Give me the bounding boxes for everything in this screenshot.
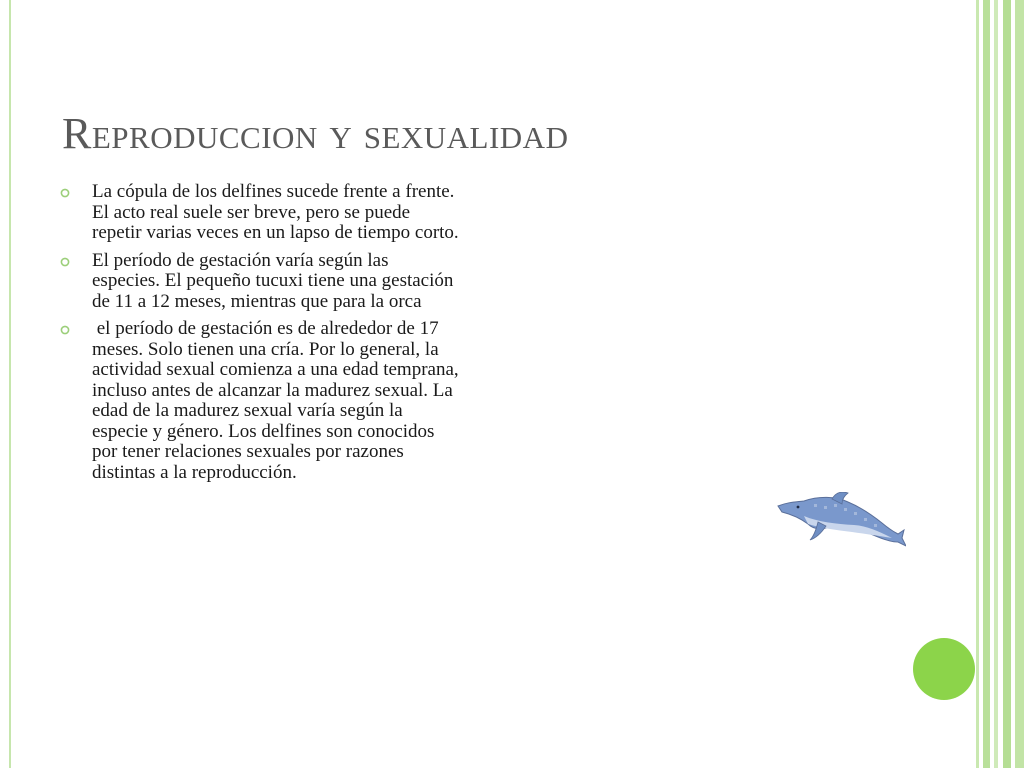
slide-title: Reproduccion y sexualidad bbox=[62, 109, 569, 158]
right-decorative-stripe bbox=[1015, 0, 1024, 768]
bullet-item bbox=[60, 251, 460, 313]
left-border-line bbox=[9, 0, 11, 768]
bullet-text: El período de gestación varía según las especies. El pequeño tucuxi tiene una gestación de 11 a 12 meses, mientras que para la orca bbox=[92, 249, 454, 312]
dolphin-clipart-icon bbox=[774, 492, 906, 554]
bullet-item bbox=[60, 182, 460, 244]
right-decorative-stripe bbox=[1003, 0, 1011, 768]
bullet-item bbox=[60, 318, 464, 483]
bullet-text: La cópula de los delfines sucede frente a frente. El acto real suele ser breve, pero se puede repetir varias veces en un lapso de tiempo corto. bbox=[92, 181, 459, 243]
right-decorative-stripe bbox=[994, 0, 998, 768]
hollow-circle-bullet-icon bbox=[60, 188, 70, 198]
bullet-text: el período de gestación es de alrededor de 17 meses. Solo tienen una cría. Por lo general, la actividad sexual comienza a una edad temprana, incluso antes de alcanzar la madurez sexual. La edad de la madurez sexual varía según la especie y género. Los delfines son conocidos por tener relaciones sexuales por razones distintas a la reproducción. bbox=[92, 318, 464, 483]
green-circle-icon bbox=[913, 638, 975, 700]
hollow-circle-bullet-icon bbox=[60, 257, 70, 267]
bullet-list bbox=[60, 181, 464, 490]
right-decorative-stripe bbox=[976, 0, 979, 768]
right-decorative-stripe bbox=[983, 0, 990, 768]
hollow-circle-bullet-icon bbox=[60, 325, 70, 335]
